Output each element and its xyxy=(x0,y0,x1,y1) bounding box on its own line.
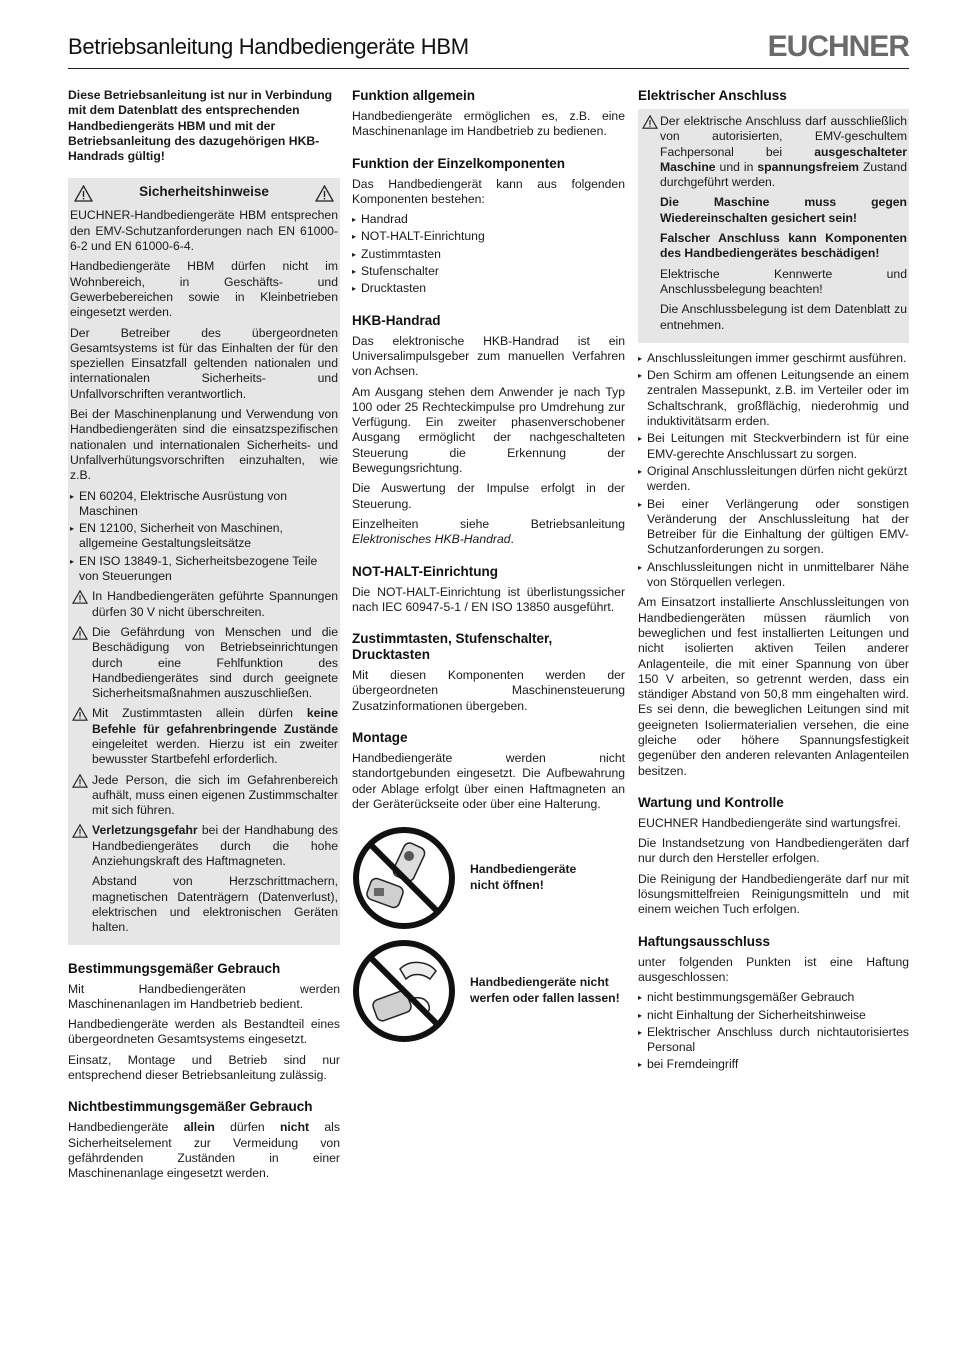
warning-note: In Handbediengeräten geführte Spannungen dürfen 30 V nicht überschreiten. xyxy=(70,589,338,620)
list-item: ▸ Anschlussleitungen immer geschirmt ausführen. xyxy=(638,350,907,365)
paragraph: Elektrische Kennwerte und Anschlussbelegung beachten! xyxy=(660,266,907,296)
page-header xyxy=(68,30,909,69)
section-heading: Wartung und Kontrolle xyxy=(638,794,784,810)
section-heading: Montage xyxy=(352,730,408,746)
warning-bold-text: Die Maschine muss gegen Wiedereinschalten gesichert sein! xyxy=(660,195,907,225)
column-middle xyxy=(352,88,625,1052)
section-heading: Funktion der Einzelkomponenten xyxy=(352,155,566,171)
list-item: ▸ EN ISO 13849-1, Sicherheitsbezogene Teile von Steuerungen xyxy=(70,553,318,584)
bullet-arrow-icon: ▸ xyxy=(638,499,643,509)
list-item: ▸ Stufenschalter xyxy=(352,264,439,279)
section-heading: Elektrischer Anschluss xyxy=(638,88,787,103)
paragraph: Die Instandsetzung von Handbediengeräten darf nur durch den Hersteller erfolgen. xyxy=(638,836,909,866)
list-item: ▸ Den Schirm am offenen Leitungsende an einem zentralen Massepunkt, z.B. im Verteiler oder im Schaltschrank, großflächig, niederohmig und induktivitätsarm erden. xyxy=(638,368,909,429)
safety-paragraph: Handbediengeräte HBM dürfen nicht im Wohnbereich, in Geschäfts- und Gewerbebereichen sowie in Kleinbetrieben eingesetzt werden. xyxy=(70,259,338,320)
list-item: ▸ Bei einer Verlängerung oder sonstigen Veränderung der Anschlussleitung hat der Betreiber für die Einhaltung der gültigen EMV-Schutzanforderungen zu sorgen. xyxy=(638,496,909,557)
warning-icon xyxy=(72,774,88,788)
components-list xyxy=(352,212,625,296)
bullet-arrow-icon: ▸ xyxy=(638,1010,643,1020)
safety-box xyxy=(68,178,340,944)
warning-note: Die Gefährdung von Menschen und die Beschädigung von Betriebseinrichtungen durch eine Fehlfunktion des Handbediengerätes sind durch geeignete Sicherheitsmaßnahmen auszuschließen. xyxy=(70,625,338,701)
column-left xyxy=(68,88,340,1187)
list-item: ▸ Anschlussleitungen nicht in unmittelbarer Nähe von Störquellen verlegen. xyxy=(638,559,909,590)
list-item: ▸ bei Fremdeingriff xyxy=(638,1057,739,1072)
electrical-warning-box xyxy=(638,109,909,343)
do-not-drop-prohibition-icon xyxy=(352,939,456,1043)
paragraph: Handbediengeräte ermöglichen es, z.B. eine Maschinenanlage im Handbetrieb zu bedienen. xyxy=(352,109,625,139)
paragraph: unter folgenden Punkten ist eine Haftung ausgeschlossen: xyxy=(638,954,909,984)
bullet-arrow-icon: ▸ xyxy=(70,524,75,534)
do-not-open-prohibition-icon xyxy=(352,826,456,930)
pictogram-caption: Handbediengeräte nicht werfen oder fallen lassen! xyxy=(470,975,620,1005)
bullet-arrow-icon: ▸ xyxy=(638,466,643,476)
warning-note: Verletzungsgefahr bei der Handhabung des Handbediengerätes durch die hohe Anziehungskraft des Haftmagneten. xyxy=(70,823,338,869)
paragraph: Mit diesen Komponenten werden der übergeordneten Maschinensteuerung Zusatzinformationen übergeben. xyxy=(352,668,625,713)
safety-paragraph: Bei der Maschinenplanung und Verwendung von Handbediengeräten sind die einsatzspezifischen nationalen und internationalen Sicherheits- und Unfallverhütungsvorschriften einzuhalten, wie z.B. xyxy=(70,407,338,483)
paragraph: Das elektronische HKB-Handrad ist ein Universalimpulsgeber zum manuellen Verfahren von Achsen. xyxy=(352,333,625,379)
section-heading: Bestimmungsgemäßer Gebrauch xyxy=(68,960,281,976)
list-item: ▸ Zustimmtasten xyxy=(352,246,441,261)
bullet-arrow-icon: ▸ xyxy=(352,215,357,225)
paragraph: Die Anschlussbelegung ist dem Datenblatt zu entnehmen. xyxy=(660,302,907,332)
safety-title: Sicherheitshinweise xyxy=(139,184,269,200)
pictogram-caption: Handbediengeräte nicht öffnen! xyxy=(470,862,577,892)
bullet-arrow-icon: ▸ xyxy=(638,434,643,444)
column-right xyxy=(638,88,909,1078)
bullet-arrow-icon: ▸ xyxy=(638,1027,643,1037)
section-heading: Funktion allgemein xyxy=(352,88,476,103)
warning-icon xyxy=(72,707,88,721)
paragraph: Einzelheiten siehe Betriebsanleitung Elektronisches HKB-Handrad. xyxy=(352,516,625,547)
paragraph: Handbediengeräte werden nicht standortgebunden eingesetzt. Die Aufbewahrung oder Ablage erfolgt über einen Haftmagneten an der Geräterückseite oder über eine Halterung. xyxy=(352,751,625,811)
warning-note: Der elektrische Anschluss darf ausschließlich von autorisierten, EMV-geschultem Fachpersonal bei ausgeschalteter Maschine und in spannungsfreiem Zustand durchgeführt werden. xyxy=(640,114,907,190)
warning-icon xyxy=(315,185,334,202)
paragraph: Am Einsatzort installierte Anschlussleitungen von Handbediengeräten müssen räumlich von beweglichen und fest installierten Leitungen und nicht isolierten aktiven Teilen anderer Anlagenteile, die mit einer Spannung von über 150 V arbeiten, so getrennt werden, dass ein ständiger Abstand von 50,8 mm eingehalten wird. Es sei denn, die beweglichen Leitungen sind mit geeigneten Isoliermaterialien versehen, die eine gleiche oder höhere Spannungsfestigkeit gegenüber den anderen relevanten Anlagenteilen besitzen. xyxy=(638,595,909,778)
bullet-arrow-icon: ▸ xyxy=(638,353,643,363)
warning-icon xyxy=(72,824,88,838)
list-item: ▸ Bei Leitungen mit Steckverbindern ist für eine EMV-gerechte Anschlussart zu sorgen. xyxy=(638,431,909,461)
paragraph: Die Reinigung der Handbediengeräte darf nur mit lösungsmittelfreien Reinigungsmitteln und mit einem weichen Tuch erfolgen. xyxy=(638,871,909,917)
intro-text: Diese Betriebsanleitung ist nur in Verbindung mit dem Datenblatt des entsprechenden Handbediengeräts HBM und mit der Betriebsanleitung des dazugehörigen HKB-Handrads gültig! xyxy=(68,88,333,164)
section-heading: Zustimmtasten, Stufenschalter, Drucktasten xyxy=(352,631,553,663)
page-title: Betriebsanleitung Handbediengeräte HBM xyxy=(68,34,469,59)
bullet-arrow-icon: ▸ xyxy=(352,249,357,259)
bullet-arrow-icon: ▸ xyxy=(638,371,643,381)
list-item: ▸ NOT-HALT-Einrichtung xyxy=(352,229,485,244)
warning-icon xyxy=(72,626,88,640)
paragraph: Handbediengeräte allein dürfen nicht als Sicherheitselement zur Vermeidung von gefährdenden Zuständen in einer Maschinenanlage eingesetzt werden. xyxy=(68,1120,340,1181)
paragraph: Einsatz, Montage und Betrieb sind nur entsprechend dieser Betriebsanleitung zulässig. xyxy=(68,1052,340,1083)
warning-note-continuation: Abstand von Herzschrittmachern, magnetischen Datenträgern (Datenverlust), elektrischen und elektronischen Geräten halten. xyxy=(92,874,338,935)
list-item: ▸ nicht Einhaltung der Sicherheitshinweise xyxy=(638,1007,866,1022)
safety-header xyxy=(70,182,338,208)
paragraph: Mit Handbediengeräten werden Maschinenanlagen im Handbetrieb bedient. xyxy=(68,981,340,1011)
section-heading: HKB-Handrad xyxy=(352,312,441,328)
warning-note: Mit Zustimmtasten allein dürfen keine Befehle für gefahrenbringende Zustände eingeleitet werden. Hierzu ist ein zweiter bewusster Startbefehl erforderlich. xyxy=(70,706,338,767)
paragraph: Die NOT-HALT-Einrichtung ist überlistungssicher nach IEC 60947-5-1 / EN ISO 13850 ausgeführt. xyxy=(352,584,625,614)
list-item: ▸ Drucktasten xyxy=(352,281,427,296)
paragraph: Das Handbediengerät kann aus folgenden Komponenten bestehen: xyxy=(352,176,625,206)
warning-icon xyxy=(642,115,658,129)
safety-paragraph: EUCHNER-Handbediengeräte HBM entsprechen den EMV-Schutzanforderungen nach EN 61000-6-2 und EN 61000-6-4. xyxy=(70,208,338,254)
bullet-arrow-icon: ▸ xyxy=(352,284,357,294)
euchner-logo: EUCHNER xyxy=(767,30,909,63)
bullet-arrow-icon: ▸ xyxy=(70,556,75,566)
safety-paragraph: Der Betreiber des übergeordneten Gesamtsystems ist für das Einhalten der für den speziellen Einsatzfall geltenden nationalen und internationalen Sicherheits- und Unfallvorschriften verantwortlich. xyxy=(70,325,338,401)
list-item: ▸ Original Anschlussleitungen dürfen nicht gekürzt werden. xyxy=(638,463,908,494)
warning-note: Jede Person, die sich im Gefahrenbereich aufhält, muss einen eigenen Zustimmschalter mit sich führen. xyxy=(70,773,338,819)
bullet-arrow-icon: ▸ xyxy=(352,232,357,242)
paragraph: Handbediengeräte werden als Bestandteil eines übergeordneten Gesamtsystems eingesetzt. xyxy=(68,1017,340,1047)
list-item: ▸ EN 60204, Elektrische Ausrüstung von Maschinen xyxy=(70,488,287,518)
paragraph: EUCHNER Handbediengeräte sind wartungsfrei. xyxy=(638,815,901,830)
warning-icon xyxy=(72,590,88,604)
standards-list xyxy=(70,489,338,585)
pictogram-do-not-open xyxy=(352,826,625,939)
bullet-arrow-icon: ▸ xyxy=(638,1060,643,1070)
bullet-arrow-icon: ▸ xyxy=(638,562,643,572)
pictogram-do-not-drop xyxy=(352,939,625,1052)
section-heading: Haftungsausschluss xyxy=(638,933,771,949)
list-item: ▸ nicht bestimmungsgemäßer Gebrauch xyxy=(638,990,855,1005)
bullet-arrow-icon: ▸ xyxy=(352,267,357,277)
warning-bold-text: Falscher Anschluss kann Komponenten des Handbediengerätes beschädigen! xyxy=(660,231,907,261)
liability-list xyxy=(638,990,909,1072)
paragraph: Die Auswertung der Impulse erfolgt in der Steuerung. xyxy=(352,481,625,511)
list-item: ▸ Handrad xyxy=(352,212,408,227)
bullet-arrow-icon: ▸ xyxy=(638,993,643,1003)
section-heading: NOT-HALT-Einrichtung xyxy=(352,563,498,579)
paragraph: Am Ausgang stehen dem Anwender je nach Typ 100 oder 25 Rechteckimpulse pro Umdrehung zur Verfügung. Ein zweiter phasenverschobener Ausgang ermöglicht der nachgeschalteten Steuerung die Erkennung der Bewegungsrichtung. xyxy=(352,384,625,476)
list-item: ▸ EN 12100, Sicherheit von Maschinen, allgemeine Gestaltungsleitsätze xyxy=(70,521,283,551)
section-heading: Nichtbestimmungsgemäßer Gebrauch xyxy=(68,1099,313,1115)
list-item: ▸ Elektrischer Anschluss durch nichtautorisiertes Personal xyxy=(638,1024,909,1055)
connection-rules-list xyxy=(638,351,909,590)
bullet-arrow-icon: ▸ xyxy=(70,491,75,501)
